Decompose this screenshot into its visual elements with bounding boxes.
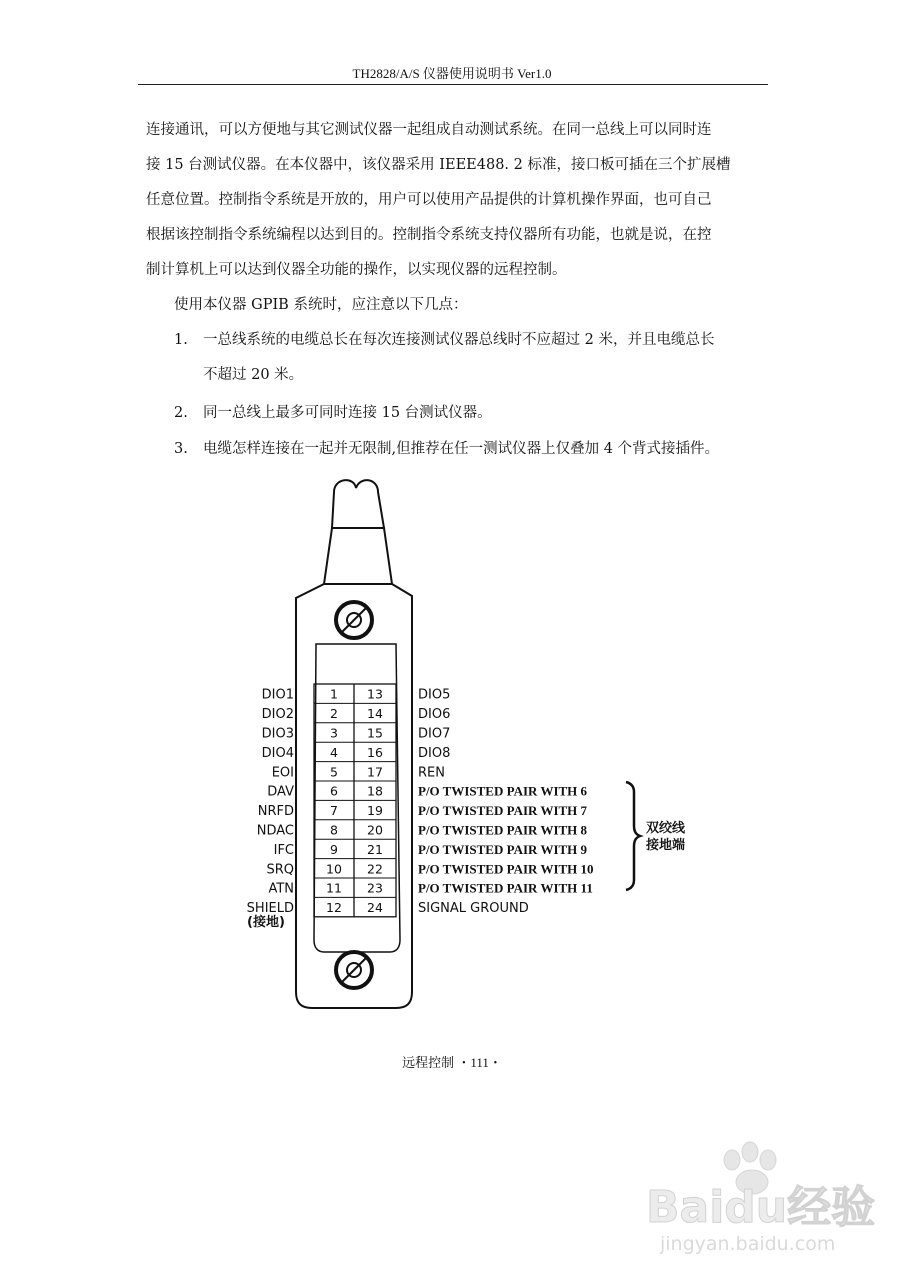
right-signal-label: P/O TWISTED PAIR WITH 8	[418, 822, 588, 838]
pin-number-right: 19	[367, 803, 383, 819]
pin-number-left: 1	[330, 686, 338, 702]
note-line: 不超过 20 米。	[203, 367, 304, 383]
left-signal-label: DIO4	[261, 745, 294, 761]
pin-number-right: 17	[367, 764, 383, 780]
right-signal-label: DIO7	[418, 726, 451, 742]
pin-number-left: 9	[330, 841, 338, 857]
pin-number-right: 21	[367, 841, 383, 857]
note-number: 1.	[174, 332, 188, 348]
pin-number-right: 18	[367, 783, 383, 799]
twisted-pair-note-line1: 双绞线	[646, 821, 686, 836]
left-signal-label: NRFD	[257, 804, 294, 820]
right-signal-label: P/O TWISTED PAIR WITH 9	[418, 841, 588, 857]
right-signal-label: P/O TWISTED PAIR WITH 7	[418, 803, 588, 819]
note-line: 电缆怎样连接在一起并无限制,但推荐在任一测试仪器上仅叠加 4 个背式接插件。	[203, 441, 720, 457]
pin-number-left: 11	[326, 880, 342, 896]
twisted-pair-brace	[626, 782, 640, 890]
screw-bottom-icon	[336, 952, 372, 988]
left-signal-label: DIO1	[261, 687, 294, 703]
pin-number-left: 4	[330, 744, 338, 760]
pin-number-right: 20	[367, 822, 383, 838]
watermark-url: jingyan.baidu.com	[660, 1233, 836, 1255]
pin-number-right: 13	[367, 686, 383, 702]
right-signal-label: DIO6	[418, 707, 451, 723]
right-signal-labels	[418, 688, 594, 916]
pin-number-left: 5	[330, 764, 338, 780]
pin-number-left: 2	[330, 706, 338, 722]
left-signal-label: DIO2	[261, 707, 294, 723]
left-signal-label: NDAC	[256, 823, 294, 839]
pin-number-left: 12	[326, 900, 342, 916]
note-number: 2.	[174, 405, 188, 421]
pin-number-left: 7	[330, 803, 338, 819]
page-header-title: TH2828/A/S 仪器使用说明书 Ver1.0	[352, 66, 552, 81]
pin-number-right: 16	[367, 744, 383, 760]
left-signal-label: DAV	[267, 784, 294, 800]
shield-ground-note: (接地)	[247, 915, 285, 930]
pin-number-left: 3	[330, 725, 338, 741]
watermark-brand: Baidu经验	[646, 1182, 876, 1233]
right-signal-label: P/O TWISTED PAIR WITH 10	[418, 861, 594, 877]
left-signal-labels	[247, 688, 294, 916]
page-footer: 远程控制 ・111・	[402, 1055, 502, 1070]
pin-number-right: 22	[367, 861, 383, 877]
left-signal-label: ATN	[268, 881, 294, 897]
gpib-intro: 使用本仪器 GPIB 系统时，应注意以下几点：	[174, 297, 468, 313]
intro-line: 接 15 台测试仪器。在本仪器中，该仪器采用 IEEE488. 2 标准，接口板可插在三个扩展槽	[146, 157, 731, 173]
baidu-watermark	[640, 1138, 880, 1258]
pin-number-right: 23	[367, 880, 383, 896]
right-signal-label: P/O TWISTED PAIR WITH 11	[418, 880, 593, 896]
note-line: 同一总线上最多可同时连接 15 台测试仪器。	[203, 405, 492, 421]
right-signal-label: REN	[418, 765, 445, 781]
twisted-pair-note-line2: 接地端	[646, 838, 686, 853]
screw-top-icon	[336, 602, 372, 638]
left-signal-label: DIO3	[261, 726, 294, 742]
right-signal-label: P/O TWISTED PAIR WITH 6	[418, 783, 588, 799]
note-line: 一总线系统的电缆总长在每次连接测试仪器总线时不应超过 2 米，并且电缆总长	[203, 332, 715, 348]
left-signal-label: IFC	[273, 842, 294, 858]
right-signal-label: DIO8	[418, 745, 451, 761]
left-signal-label: SHIELD	[246, 901, 294, 917]
header-divider	[138, 84, 768, 85]
pin-number-left: 6	[330, 783, 338, 799]
pin-number-right: 15	[367, 725, 383, 741]
intro-line: 任意位置。控制指令系统是开放的，用户可以使用产品提供的计算机操作界面，也可自己	[146, 192, 712, 208]
intro-line: 根据该控制指令系统编程以达到目的。控制指令系统支持仪器所有功能，也就是说，在控	[146, 227, 712, 243]
left-signal-label: EOI	[271, 765, 294, 781]
right-signal-label: DIO5	[418, 687, 451, 703]
gpib-connector-diagram	[226, 472, 726, 1012]
left-signal-label: SRQ	[266, 862, 294, 878]
right-signal-label: SIGNAL GROUND	[418, 901, 529, 917]
note-number: 3.	[174, 441, 188, 457]
intro-line: 制计算机上可以达到仪器全功能的操作，以实现仪器的远程控制。	[146, 262, 567, 278]
pin-table	[314, 684, 396, 917]
pin-number-right: 24	[367, 900, 383, 916]
pin-number-right: 14	[367, 706, 383, 722]
pin-number-left: 10	[326, 861, 342, 877]
intro-line: 连接通讯，可以方便地与其它测试仪器一起组成自动测试系统。在同一总线上可以同时连	[146, 122, 712, 138]
pin-number-left: 8	[330, 822, 338, 838]
